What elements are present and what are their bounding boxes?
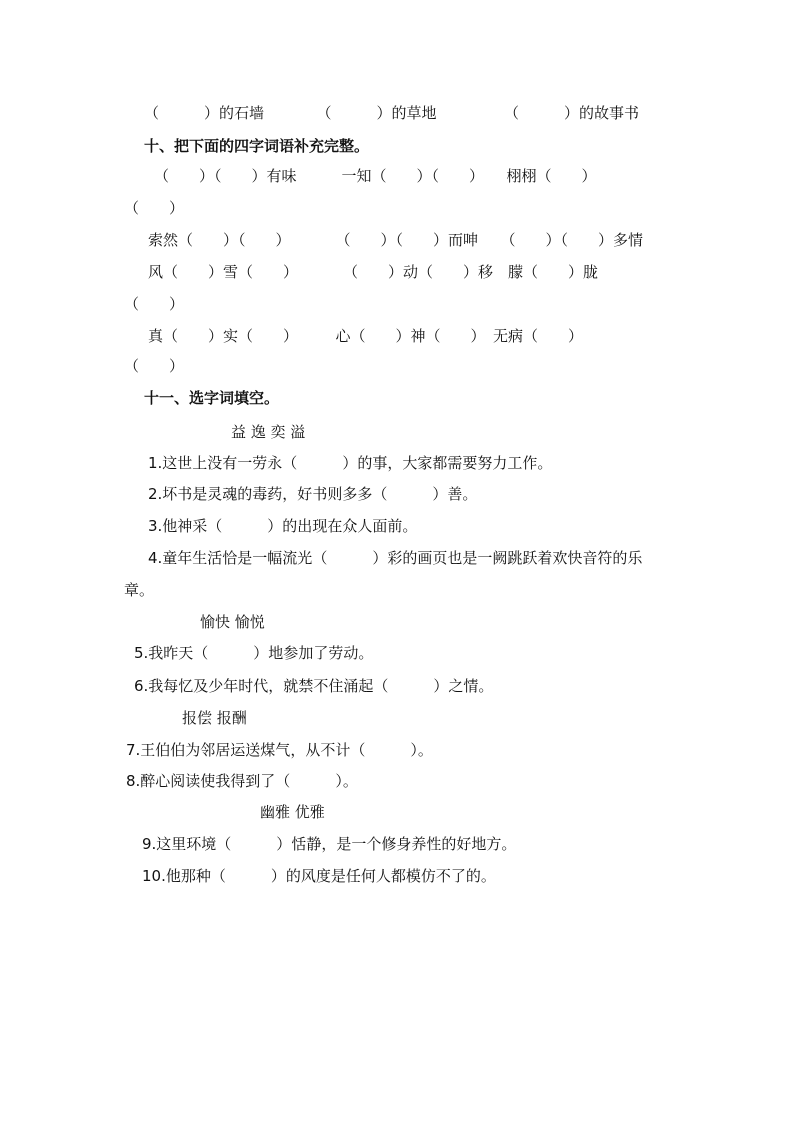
section-10-heading: 十、把下面的四字词语补充完整。: [144, 137, 370, 155]
page-line-8: 真（ ）实（ ） 心（ ）神（ ） 无病（ ）: [148, 327, 584, 345]
question-9: 9.这里环境（ ）恬静，是一个修身养性的好地方。: [142, 835, 517, 853]
question-2: 2.坏书是灵魂的毒药，好书则多多（ ）善。: [148, 485, 478, 503]
page-line-1: （ ）的石墙 （ ）的草地 （ ）的故事书: [144, 104, 640, 122]
question-6: 6.我每忆及少年时代，就禁不住涌起（ ）之情。: [134, 677, 494, 695]
word-choices-3: 报偿 报酬: [182, 709, 247, 727]
page-line-9: （ ）: [124, 357, 185, 375]
word-choices-4: 幽雅 优雅: [260, 803, 325, 821]
question-3: 3.他神采（ ）的出现在众人面前。: [148, 517, 418, 535]
page-line-6: 风（ ）雪（ ） （ ）动（ ）移 朦（ ）胧: [148, 263, 599, 281]
page-line-3: （ ）（ ）有味 一知（ ）（ ） 栩栩（ ）: [154, 167, 597, 185]
page-line-7: （ ）: [124, 295, 185, 313]
question-5: 5.我昨天（ ）地参加了劳动。: [134, 644, 374, 662]
question-4: 4.童年生活恰是一幅流光（ ）彩的画页也是一阙跳跃着欢快音符的乐: [148, 549, 643, 567]
word-choices-2: 愉快 愉悦: [200, 613, 265, 631]
section-11-heading: 十一、选字词填空。: [144, 389, 280, 407]
page-line-4: （ ）: [124, 199, 185, 217]
question-4-continued: 章。: [124, 581, 155, 599]
question-8: 8.醉心阅读使我得到了（ ）。: [126, 772, 358, 790]
word-choices-1: 益 逸 奕 溢: [231, 423, 306, 441]
question-7: 7.王伯伯为邻居运送煤气，从不计（ ）。: [126, 741, 433, 759]
question-1: 1.这世上没有一劳永（ ）的事，大家都需要努力工作。: [148, 454, 553, 472]
page-line-5: 索然（ ）（ ） （ ）（ ）而呻 （ ）（ ）多情: [148, 231, 644, 249]
question-10: 10.他那种（ ）的风度是任何人都模仿不了的。: [142, 867, 496, 885]
